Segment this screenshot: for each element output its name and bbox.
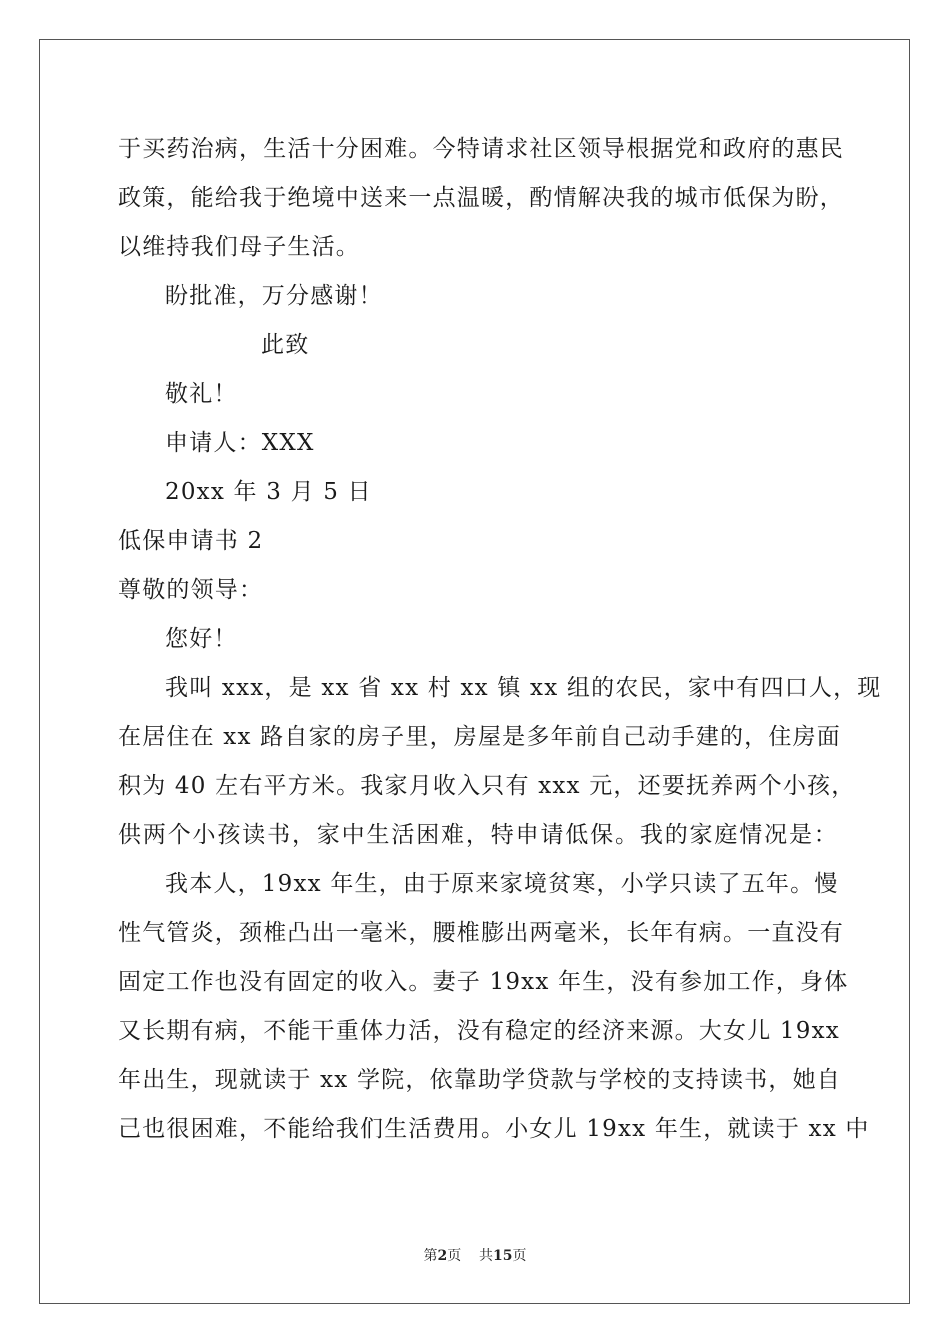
text-line: 性气管炎，颈椎凸出一毫米，腰椎膨出两毫米，长年有病。一直没有: [118, 920, 844, 946]
text-line: 又长期有病，不能干重体力活，没有稳定的经济来源。大女儿 19xx: [118, 1018, 840, 1044]
footer-prefix: 第: [423, 1248, 438, 1264]
document-body: [118, 125, 882, 1154]
footer-page-suffix: 页: [447, 1248, 462, 1264]
applicant-line: 申请人：XXX: [165, 430, 315, 456]
text-line: 以维持我们母子生活。: [118, 234, 360, 260]
text-line: 供两个小孩读书，家中生活困难，特申请低保。我的家庭情况是：: [118, 822, 838, 848]
closing-respect: 敬礼！: [165, 381, 238, 407]
footer-total-pages: 15: [493, 1248, 513, 1264]
greeting: 尊敬的领导：: [118, 577, 264, 603]
section-title: 低保申请书 2: [118, 528, 264, 554]
footer-page-number: 2: [437, 1248, 448, 1264]
text-line: 您好！: [165, 626, 238, 652]
text-line: 盼批准，万分感谢！: [165, 283, 383, 309]
page-footer: [0, 1245, 950, 1265]
text-line: 己也很困难，不能给我们生活费用。小女儿 19xx 年生，就读于 xx 中: [118, 1116, 870, 1142]
text-line: 积为 40 左右平方米。我家月收入只有 xxx 元，还要抚养两个小孩，: [118, 773, 856, 799]
text-line: 政策，能给我于绝境中送来一点温暖，酌情解决我的城市低保为盼，: [118, 185, 844, 211]
text-line: 我叫 xxx，是 xx 省 xx 村 xx 镇 xx 组的农民，家中有四口人，现: [165, 675, 882, 701]
footer-total-suffix: 页: [512, 1248, 527, 1264]
footer-total-prefix: 共: [479, 1248, 494, 1264]
text-line: 在居住在 xx 路自家的房子里，房屋是多年前自己动手建的，住房面: [118, 724, 841, 750]
text-line: 于买药治病，生活十分困难。今特请求社区领导根据党和政府的惠民: [118, 136, 844, 162]
text-line: 年出生，现就读于 xx 学院，依靠助学贷款与学校的支持读书，她自: [118, 1067, 841, 1093]
text-line: 我本人，19xx 年生，由于原来家境贫寒，小学只读了五年。慢: [165, 871, 839, 897]
date-line: 20xx 年 3 月 5 日: [165, 479, 372, 505]
text-line: 固定工作也没有固定的收入。妻子 19xx 年生，没有参加工作，身体: [118, 969, 849, 995]
closing-salutation: 此致: [261, 332, 310, 358]
